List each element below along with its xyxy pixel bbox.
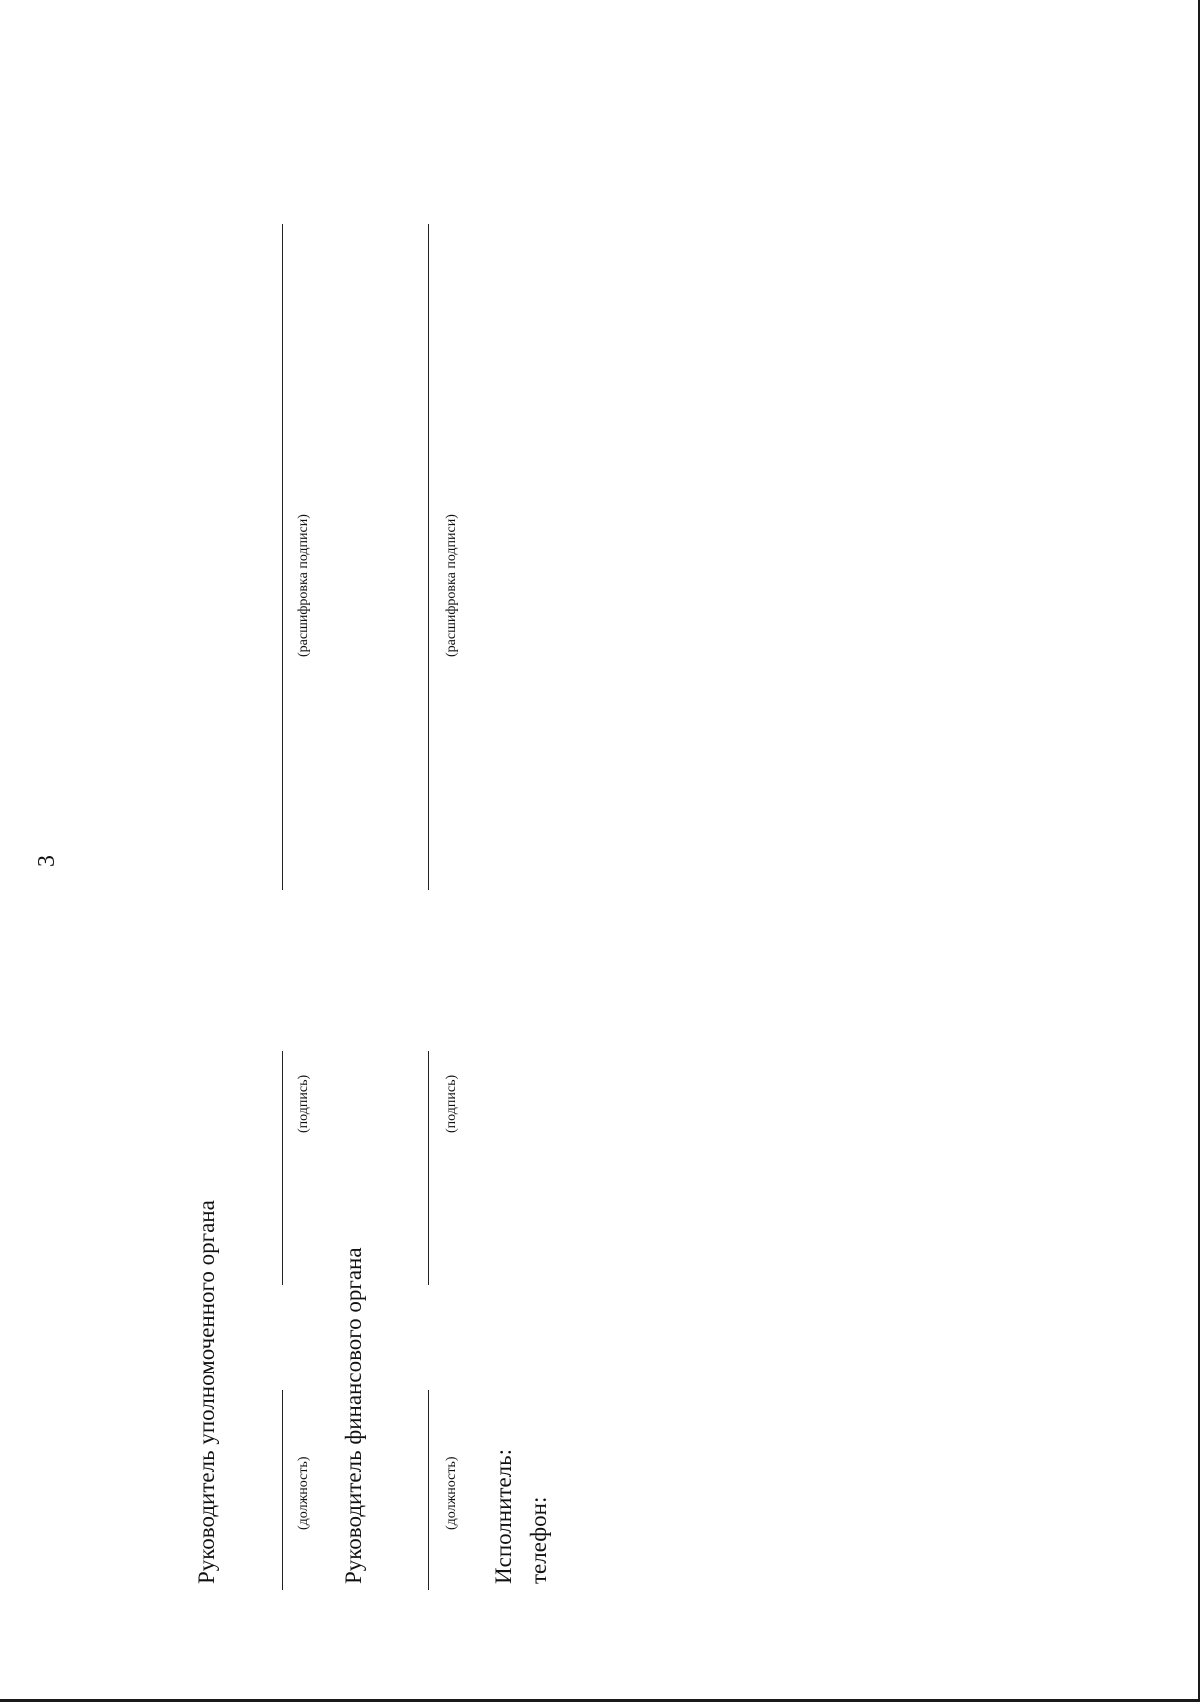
signature-caption-2: (подпись) (444, 1074, 459, 1133)
heading-authorized-body: Руководитель уполномоченного органа (194, 1200, 219, 1584)
signature-line-2 (428, 1051, 429, 1285)
decoding-line-1 (282, 224, 283, 890)
heading-financial-body: Руководитель финансового органа (341, 1247, 366, 1584)
position-caption-2: (должность) (444, 1456, 459, 1530)
executor-label: Исполнитель: (491, 1448, 516, 1584)
position-line-2 (428, 1390, 429, 1590)
decoding-line-2 (428, 224, 429, 890)
phone-label: телефон: (526, 1496, 551, 1584)
position-caption-1: (должность) (296, 1456, 311, 1530)
page-number: 3 (34, 855, 60, 867)
decoding-caption-2: (расшифровка подписи) (444, 514, 459, 657)
signature-caption-1: (подпись) (296, 1074, 311, 1133)
signature-line-1 (282, 1051, 283, 1285)
decoding-caption-1: (расшифровка подписи) (296, 514, 311, 657)
position-line-1 (282, 1390, 283, 1590)
